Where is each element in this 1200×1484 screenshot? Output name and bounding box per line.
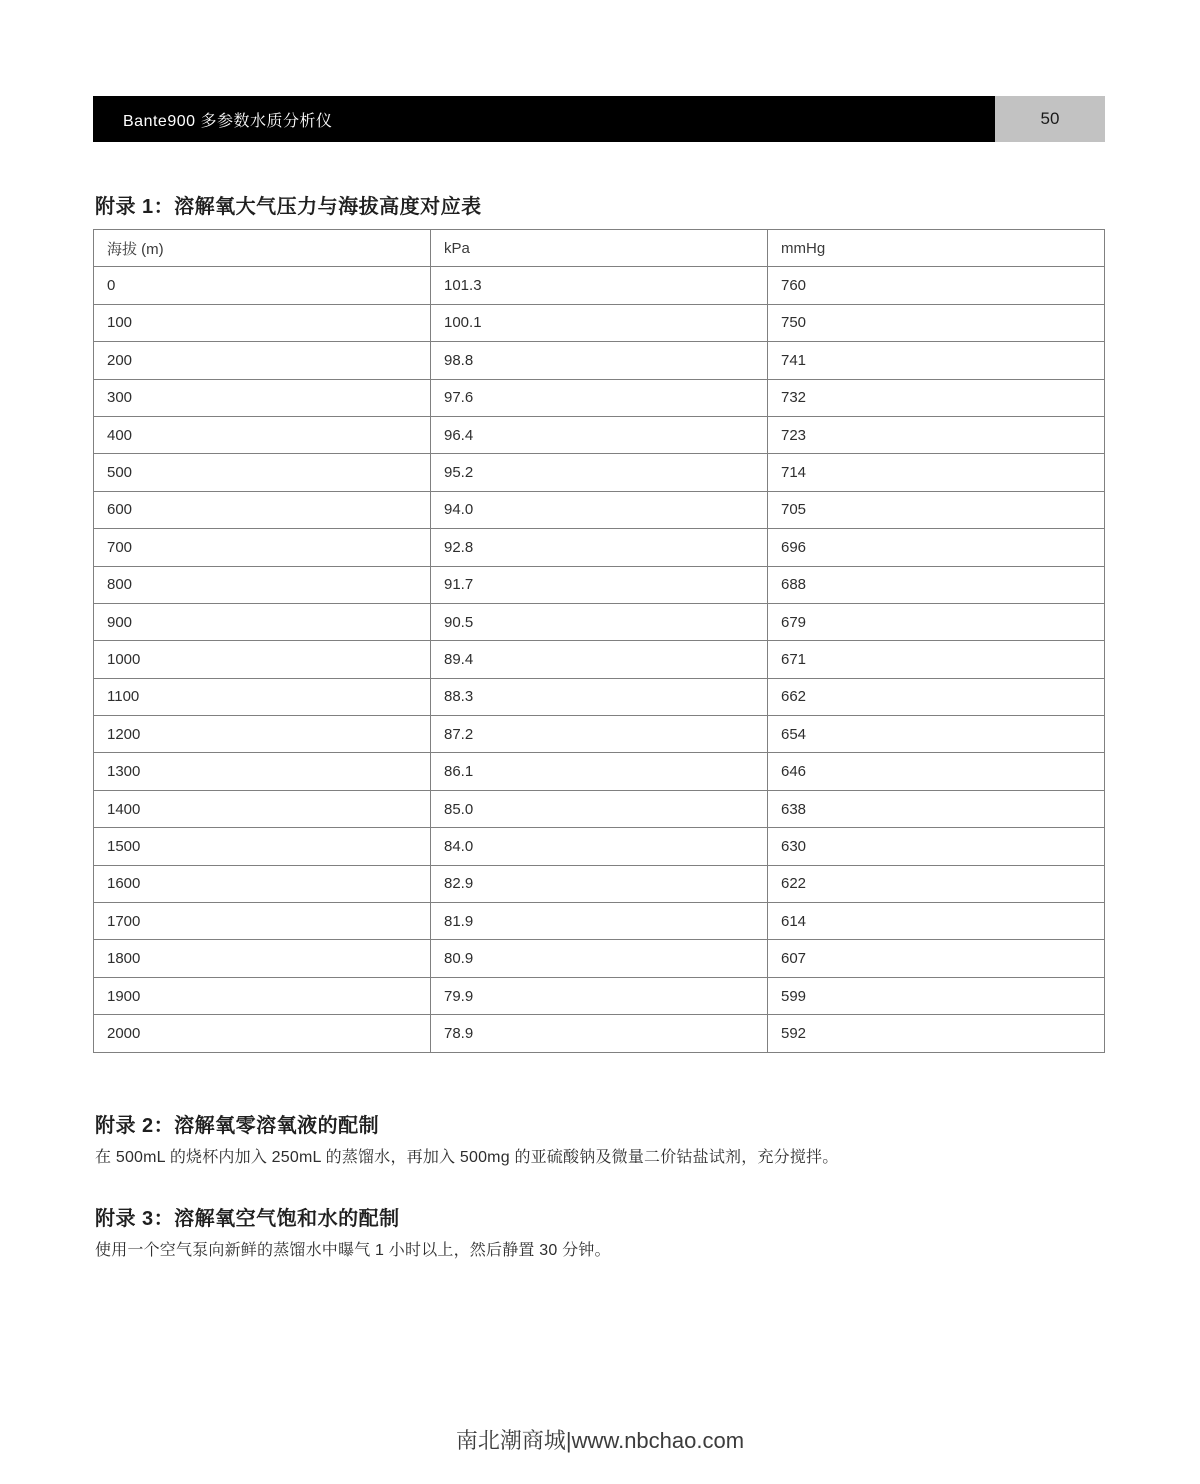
page-header <box>93 96 1105 142</box>
table-cell: 1100 <box>94 678 431 715</box>
table-cell: 98.8 <box>431 342 768 379</box>
table-row <box>94 529 1105 566</box>
table-body <box>94 267 1105 1052</box>
table-row <box>94 491 1105 528</box>
table-cell: 679 <box>768 603 1105 640</box>
table-cell: 87.2 <box>431 716 768 753</box>
table-cell: 82.9 <box>431 865 768 902</box>
table-row <box>94 716 1105 753</box>
table-row <box>94 977 1105 1014</box>
column-header-altitude: 海拔 (m) <box>94 230 431 267</box>
table-cell: 101.3 <box>431 267 768 304</box>
table-cell: 622 <box>768 865 1105 902</box>
appendix3-title: 附录 3：溶解氧空气饱和水的配制 <box>95 1208 400 1230</box>
table-cell: 100.1 <box>431 304 768 341</box>
table-cell: 592 <box>768 1015 1105 1052</box>
table-row <box>94 903 1105 940</box>
table-row <box>94 267 1105 304</box>
table-cell: 723 <box>768 416 1105 453</box>
table-cell: 1200 <box>94 716 431 753</box>
table-cell: 800 <box>94 566 431 603</box>
table-cell: 95.2 <box>431 454 768 491</box>
table-cell: 614 <box>768 903 1105 940</box>
column-header-kpa: kPa <box>431 230 768 267</box>
table-cell: 86.1 <box>431 753 768 790</box>
table-cell: 688 <box>768 566 1105 603</box>
table-cell: 599 <box>768 977 1105 1014</box>
table-cell: 900 <box>94 603 431 640</box>
table-row <box>94 828 1105 865</box>
table-cell: 81.9 <box>431 903 768 940</box>
appendix3-body: 使用一个空气泵向新鲜的蒸馏水中曝气 1 小时以上，然后静置 30 分钟。 <box>95 1242 611 1259</box>
table-cell: 1800 <box>94 940 431 977</box>
table-row <box>94 454 1105 491</box>
table-row <box>94 566 1105 603</box>
table-cell: 79.9 <box>431 977 768 1014</box>
table-cell: 400 <box>94 416 431 453</box>
table-row <box>94 603 1105 640</box>
table-row <box>94 304 1105 341</box>
table-cell: 80.9 <box>431 940 768 977</box>
table-row <box>94 678 1105 715</box>
table-cell: 1700 <box>94 903 431 940</box>
appendix1-title: 附录 1：溶解氧大气压力与海拔高度对应表 <box>95 196 482 218</box>
table-cell: 0 <box>94 267 431 304</box>
table-cell: 85.0 <box>431 790 768 827</box>
table-cell: 696 <box>768 529 1105 566</box>
appendix2-body: 在 500mL 的烧杯内加入 250mL 的蒸馏水，再加入 500mg 的亚硫酸钠及微量二价钴盐试剂，充分搅拌。 <box>95 1149 839 1166</box>
table-cell: 90.5 <box>431 603 768 640</box>
table-cell: 92.8 <box>431 529 768 566</box>
table-row <box>94 416 1105 453</box>
table-cell: 1600 <box>94 865 431 902</box>
table-cell: 741 <box>768 342 1105 379</box>
table-cell: 732 <box>768 379 1105 416</box>
table-cell: 760 <box>768 267 1105 304</box>
table-cell: 714 <box>768 454 1105 491</box>
table-row <box>94 1015 1105 1052</box>
table-cell: 705 <box>768 491 1105 528</box>
table-row <box>94 342 1105 379</box>
table-cell: 96.4 <box>431 416 768 453</box>
table-cell: 200 <box>94 342 431 379</box>
table-cell: 607 <box>768 940 1105 977</box>
page-number-box <box>995 96 1105 142</box>
table-cell: 654 <box>768 716 1105 753</box>
table-cell: 1000 <box>94 641 431 678</box>
page-number: 50 <box>1040 109 1060 128</box>
table-cell: 94.0 <box>431 491 768 528</box>
table-cell: 500 <box>94 454 431 491</box>
table-cell: 300 <box>94 379 431 416</box>
header-bar <box>93 96 995 142</box>
table-cell: 750 <box>768 304 1105 341</box>
table-cell: 671 <box>768 641 1105 678</box>
table-cell: 1300 <box>94 753 431 790</box>
table-cell: 78.9 <box>431 1015 768 1052</box>
table-cell: 1900 <box>94 977 431 1014</box>
table-cell: 646 <box>768 753 1105 790</box>
table-row <box>94 865 1105 902</box>
table-row <box>94 940 1105 977</box>
table-cell: 2000 <box>94 1015 431 1052</box>
table-cell: 91.7 <box>431 566 768 603</box>
table-row <box>94 753 1105 790</box>
table-cell: 89.4 <box>431 641 768 678</box>
pressure-altitude-table <box>93 229 1105 1053</box>
footer-watermark: 南北潮商城|www.nbchao.com <box>455 1428 745 1453</box>
table-cell: 100 <box>94 304 431 341</box>
table-header-row <box>94 230 1105 267</box>
table-cell: 1500 <box>94 828 431 865</box>
appendix2-title: 附录 2：溶解氧零溶氧液的配制 <box>95 1115 380 1137</box>
product-title: Bante900 多参数水质分析仪 <box>123 112 333 130</box>
table-cell: 1400 <box>94 790 431 827</box>
table-row <box>94 790 1105 827</box>
table-cell: 88.3 <box>431 678 768 715</box>
table-cell: 97.6 <box>431 379 768 416</box>
table-cell: 630 <box>768 828 1105 865</box>
column-header-mmhg: mmHg <box>768 230 1105 267</box>
table-row <box>94 379 1105 416</box>
table-cell: 700 <box>94 529 431 566</box>
table-cell: 84.0 <box>431 828 768 865</box>
table-cell: 662 <box>768 678 1105 715</box>
table-cell: 638 <box>768 790 1105 827</box>
table-cell: 600 <box>94 491 431 528</box>
table-row <box>94 641 1105 678</box>
